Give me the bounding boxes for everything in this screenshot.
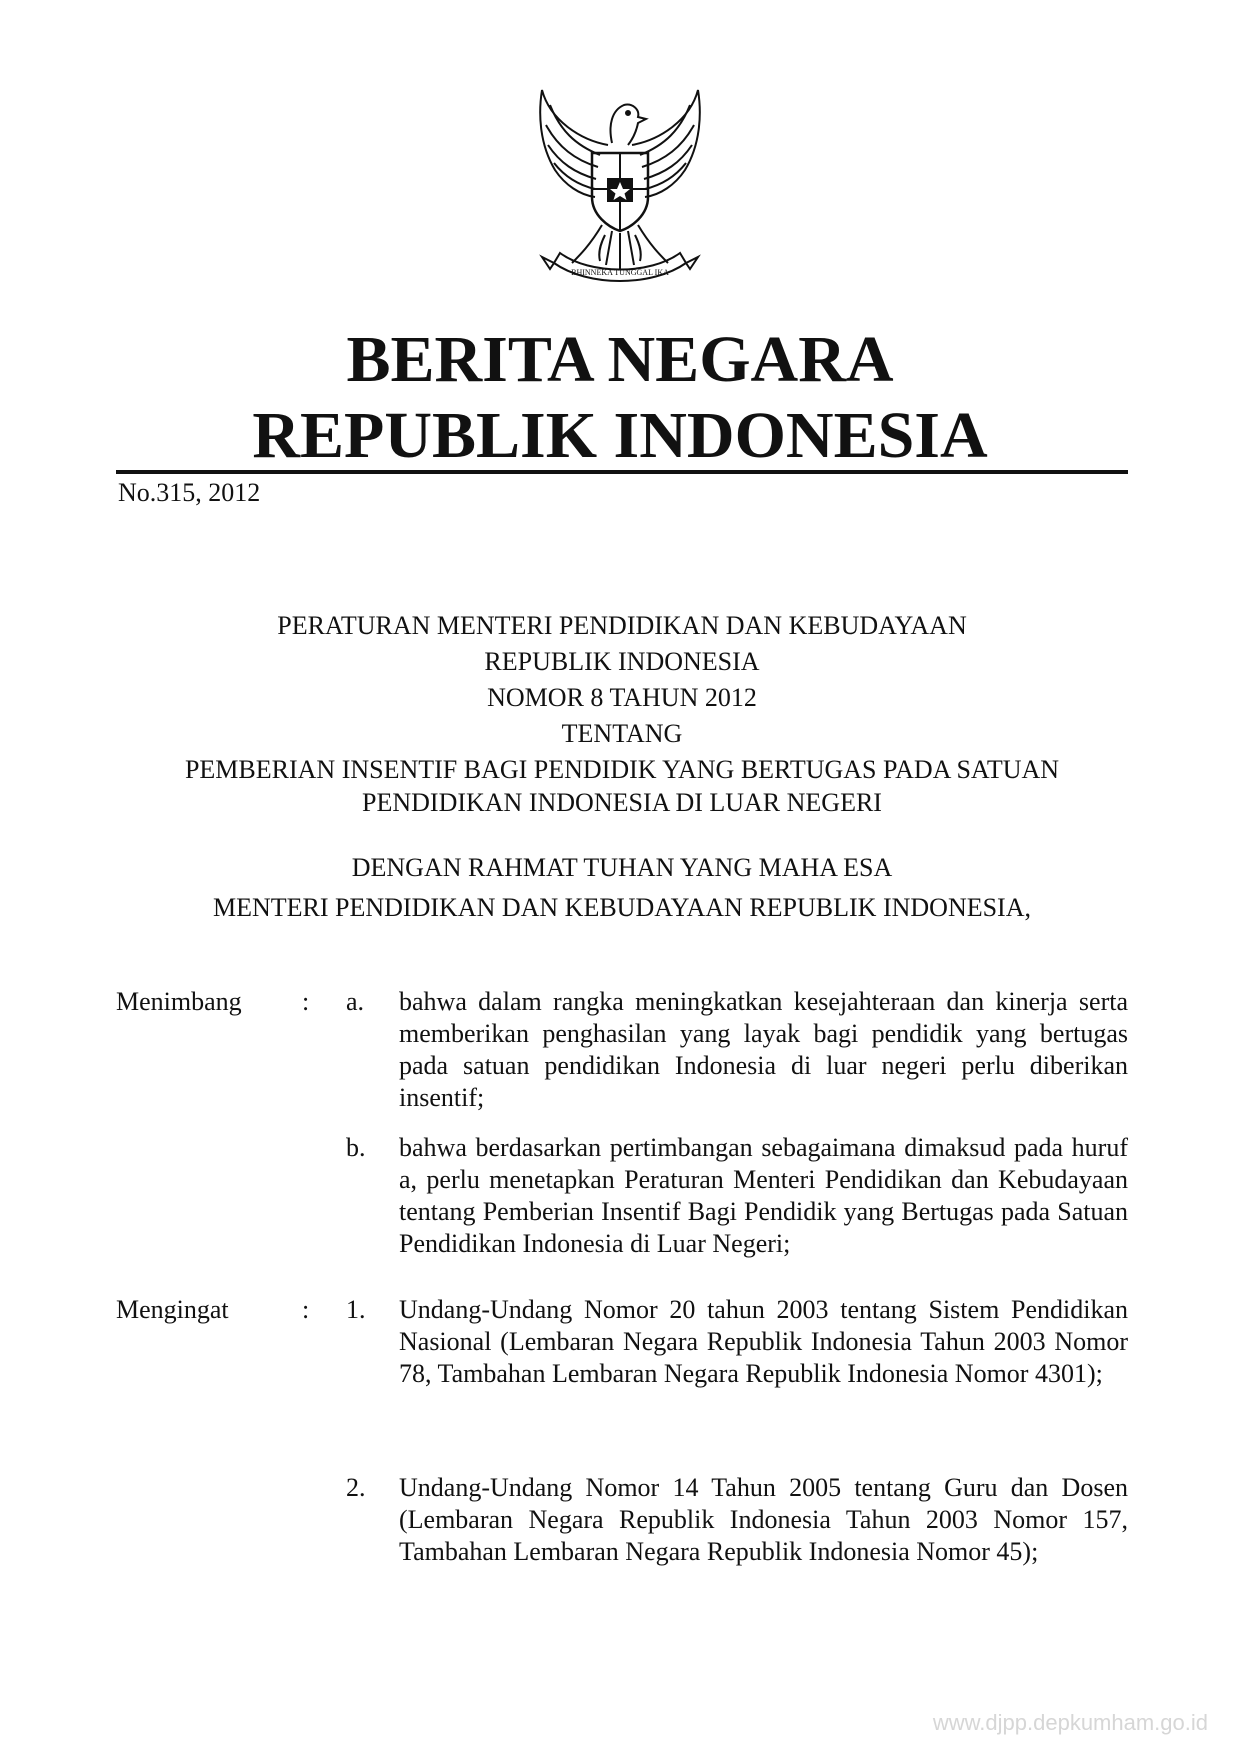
title-line: NOMOR 8 TAHUN 2012	[487, 683, 757, 712]
section-label: Mengingat	[116, 1295, 229, 1324]
title-line: TENTANG	[561, 719, 683, 748]
mengingat-item-2: Undang-Undang Nomor 14 Tahun 2005 tentang Guru dan Dosen (Lembaran Negara Republik Indonesia Tahun 2003 Nomor 157, Tambahan Lembaran Negara Republik Indonesia Nomor 45);	[399, 1473, 1128, 1566]
masthead-subtitle: REPUBLIK INDONESIA	[252, 399, 988, 472]
item-marker: 1.	[346, 1295, 366, 1324]
regulation-title	[116, 608, 1128, 821]
preamble-line: DENGAN RAHMAT TUHAN YANG MAHA ESA	[351, 853, 893, 882]
section-label: Menimbang	[116, 987, 242, 1016]
title-line: PENDIDIKAN INDONESIA DI LUAR NEGERI	[362, 788, 882, 817]
title-line: REPUBLIK INDONESIA	[484, 647, 760, 676]
svg-text:BHINNEKA TUNGGAL IKA: BHINNEKA TUNGGAL IKA	[571, 268, 669, 277]
preamble	[116, 850, 1128, 930]
menimbang-item-b: bahwa berdasarkan pertimbangan sebagaimana dimaksud pada huruf a, perlu menetapkan Peraturan Menteri Pendidikan dan Kebudayaan tentang Pemberian Insentif Bagi Pendidik yang Bertugas pada Satuan Pendidikan Indonesia di Luar Negeri;	[399, 1133, 1128, 1258]
garuda-emblem-icon	[520, 85, 720, 300]
preamble-line: MENTERI PENDIDIKAN DAN KEBUDAYAAN REPUBLIK INDONESIA,	[212, 893, 1031, 922]
section-colon: :	[302, 1295, 310, 1324]
masthead-title: BERITA NEGARA	[346, 323, 894, 396]
masthead-rule	[116, 470, 1128, 474]
document-number: No.315, 2012	[118, 478, 261, 507]
item-marker: b.	[346, 1133, 366, 1162]
mengingat-item-1: Undang-Undang Nomor 20 tahun 2003 tentang Sistem Pendidikan Nasional (Lembaran Negara Republik Indonesia Tahun 2003 Nomor 78, Tambahan Lembaran Negara Republik Indonesia Nomor 4301);	[399, 1295, 1128, 1388]
title-line: PEMBERIAN INSENTIF BAGI PENDIDIK YANG BERTUGAS PADA SATUAN	[184, 755, 1060, 784]
section-colon: :	[302, 987, 310, 1016]
watermark: www.djpp.depkumham.go.id	[932, 1710, 1208, 1735]
menimbang-item-a: bahwa dalam rangka meningkatkan kesejahteraan dan kinerja serta memberikan penghasilan yang layak bagi pendidik yang bertugas pada satuan pendidikan Indonesia di luar negeri perlu diberikan insentif;	[399, 987, 1128, 1112]
title-line: PERATURAN MENTERI PENDIDIKAN DAN KEBUDAYAAN	[277, 611, 967, 640]
item-marker: 2.	[346, 1473, 366, 1502]
item-marker: a.	[346, 987, 365, 1016]
